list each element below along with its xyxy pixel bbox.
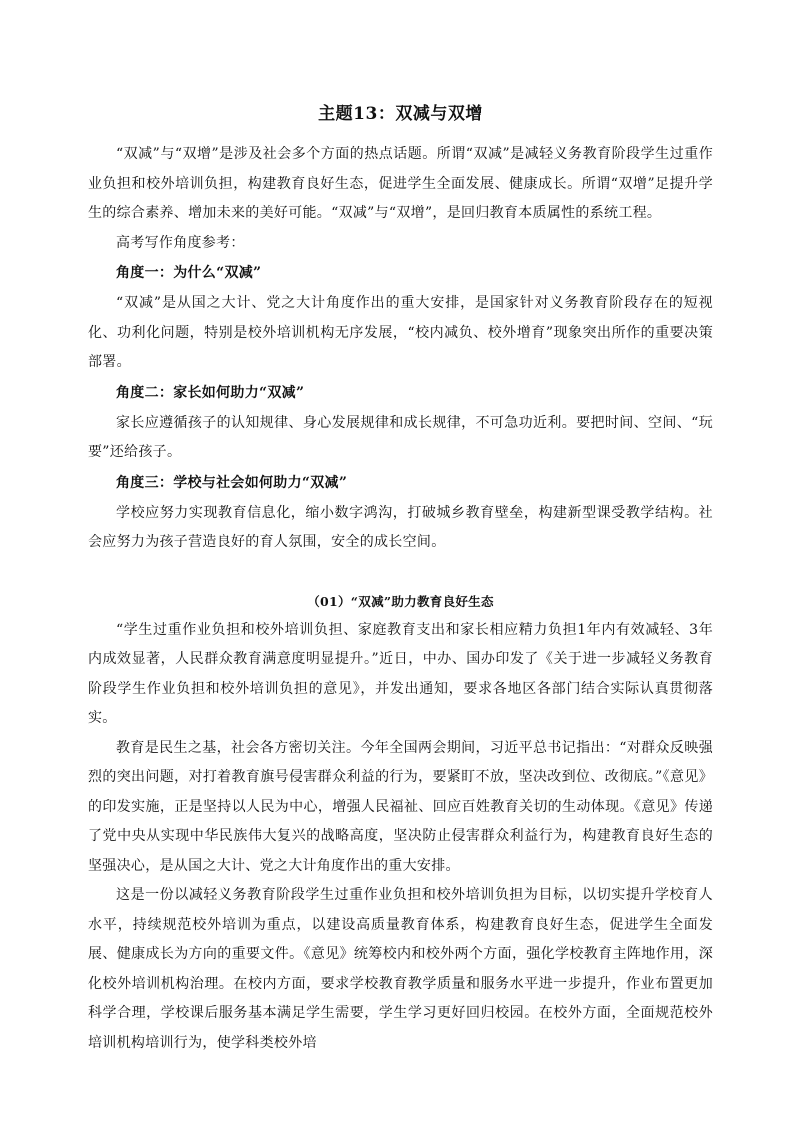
perspective-label: 高考写作角度参考： xyxy=(116,234,245,251)
section-paragraph: 这是一份以减轻义务教育阶段学生过重作业负担和校外培训负担为目标，以切实提升学校育人水平，持续规范校外培训为重点，以建设高质量教育体系，构建教育良好生态，促进学生全面发展、健康成长为方向的重要文件。《意见》统筹校内和校外两个方面，强化学校教育主阵地作用，深化校外培训机构治理。在校内方面，要求学校教育教学质量和服务水平进一步提升，作业布置更加科学合理，学校课后服务基本满足学生需要，学生学习更好回归校园。在校外方面，全面规范校外培训机构培训行为，使学科类校外培 xyxy=(88,887,713,1051)
document-title: 主题13：双减与双增 xyxy=(318,104,483,124)
section-paragraph: “学生过重作业负担和校外培训负担、家庭教育支出和家长相应精力负担1年内有效减轻、3年内成效显著，人民群众教育满意度明显提升。”近日，中办、国办印发了《关于进一步减轻义务教育阶段学生作业负担和校外培训负担的意见》，并发出通知，要求各地区各部门结合实际认真贯彻落实。 xyxy=(88,621,713,726)
angle-body-1: “双减”是从国之大计、党之大计角度作出的重大安排，是国家针对义务教育阶段存在的短视化、功利化问题，特别是校外培训机构无序发展，“校内减负、校外增育”现象突出所作的重要决策部署。 xyxy=(88,295,713,370)
section-paragraph: 教育是民生之基，社会各方密切关注。今年全国两会期间，习近平总书记指出：“对群众反映强烈的突出问题，对打着教育旗号侵害群众利益的行为，要紧盯不放，坚决改到位、改彻底。”《意见》的印发实施，正是坚持以人民为中心，增强人民福祉、回应百姓教育关切的生动体现。《意见》传递了党中央从实现中华民族伟大复兴的战略高度，坚决防止侵害群众利益行为，构建教育良好生态的坚强决心，是从国之大计、党之大计角度作出的重大安排。 xyxy=(88,739,713,874)
document-page xyxy=(88,100,713,1058)
angle-body-3: 学校应努力实现教育信息化，缩小数字鸿沟，打破城乡教育壁垒，构建新型课受教学结构。社会应努力为孩子营造良好的育人氛围，安全的成长空间。 xyxy=(88,504,713,550)
angle-heading-3: 角度三：学校与社会如何助力“双减” xyxy=(116,474,348,491)
section-title: （01）“双减”助力教育良好生态 xyxy=(307,593,494,609)
angle-body-2: 家长应遵循孩子的认知规律、身心发展规律和成长规律，不可急功近利。要把时间、空间、“玩要”还给孩子。 xyxy=(88,414,713,460)
intro-paragraph: “双减”与“双增”是涉及社会多个方面的热点话题。所谓“双减”是减轻义务教育阶段学生过重作业负担和校外培训负担，构建教育良好生态，促进学生全面发展、健康成长。所谓“双增”足提升学生的综合素养、增加未来的美好可能。“双减”与“双增”，是回归教育本质属性的系统工程。 xyxy=(88,146,713,221)
angle-heading-1: 角度一：为什么“双减” xyxy=(116,265,262,281)
angle-heading-2: 角度二：家长如何助力“双减” xyxy=(116,384,305,401)
